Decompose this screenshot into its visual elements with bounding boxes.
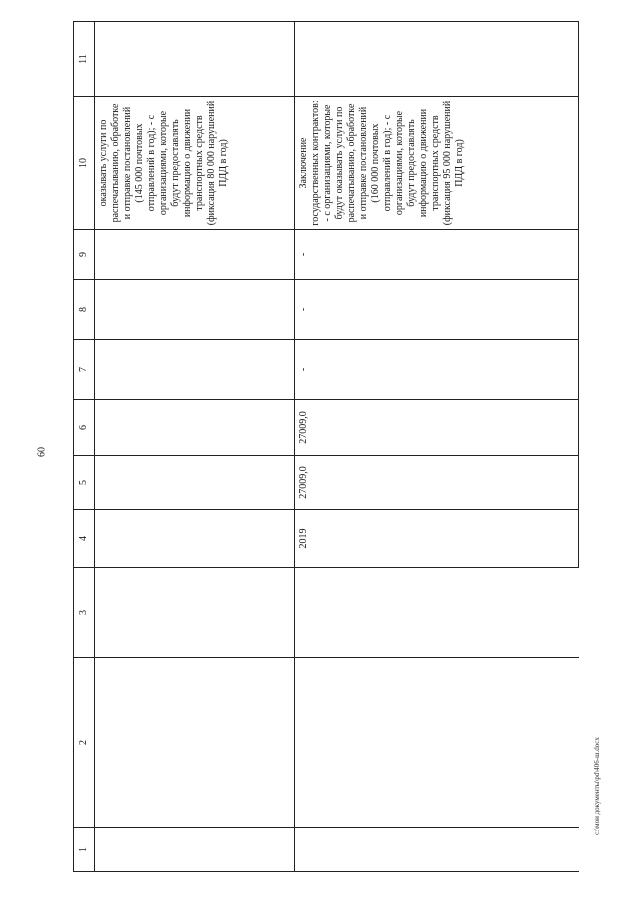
table-cell [95, 828, 295, 872]
description-cell: Заключение государственных контрактов: - с организациями, которые будут оказывать услуги по распечатыванию, обработке и отправке постановлений (160 000 почтовых отправлений в год); - с организациями, которые будут предоставлять информацию о движении транспортных средств (фиксация 95 000 нарушений ПДД в год) [295, 97, 579, 230]
table-cell [95, 400, 295, 456]
header-cell: 5 [74, 456, 95, 510]
header-cell: 10 [74, 97, 95, 230]
page-number: 60 [36, 447, 48, 457]
table-cell [295, 828, 579, 872]
table-cell: - [295, 340, 579, 400]
year-cell: 2019 [295, 510, 579, 568]
amount-cell: 27009,0 [295, 400, 579, 456]
table-cell [295, 568, 579, 658]
program-table [73, 21, 579, 872]
header-row [74, 22, 95, 872]
header-cell: 3 [74, 568, 95, 658]
table-row [295, 22, 579, 872]
header-cell: 1 [74, 828, 95, 872]
table-cell [95, 280, 295, 340]
header-cell: 8 [74, 280, 95, 340]
rotated-table-container [73, 22, 568, 872]
header-cell: 2 [74, 658, 95, 828]
table-cell [95, 456, 295, 510]
table-cell [95, 568, 295, 658]
header-cell: 4 [74, 510, 95, 568]
table-cell [95, 510, 295, 568]
table-row [95, 22, 295, 872]
header-cell: 6 [74, 400, 95, 456]
table-cell [95, 22, 295, 97]
file-path-footer: с:\мои документы\pd\406-ш.docx [593, 737, 601, 835]
table-cell [95, 230, 295, 280]
header-cell: 11 [74, 22, 95, 97]
description-cell: оказывать услуги по распечатыванию, обработке и отправке постановлений (145 000 почтовых отправлений в год); - с организациями, которые будут предоставлять информацию о движении транспортных средств (фиксация 80 000 нарушений ПДД в год) [95, 97, 295, 230]
table-cell [295, 22, 579, 97]
amount-cell: 27009,0 [295, 456, 579, 510]
header-cell: 9 [74, 230, 95, 280]
table-cell [295, 658, 579, 828]
header-cell: 7 [74, 340, 95, 400]
table-cell [95, 340, 295, 400]
table-cell: - [295, 280, 579, 340]
table-cell: - [295, 230, 579, 280]
table-cell [95, 658, 295, 828]
